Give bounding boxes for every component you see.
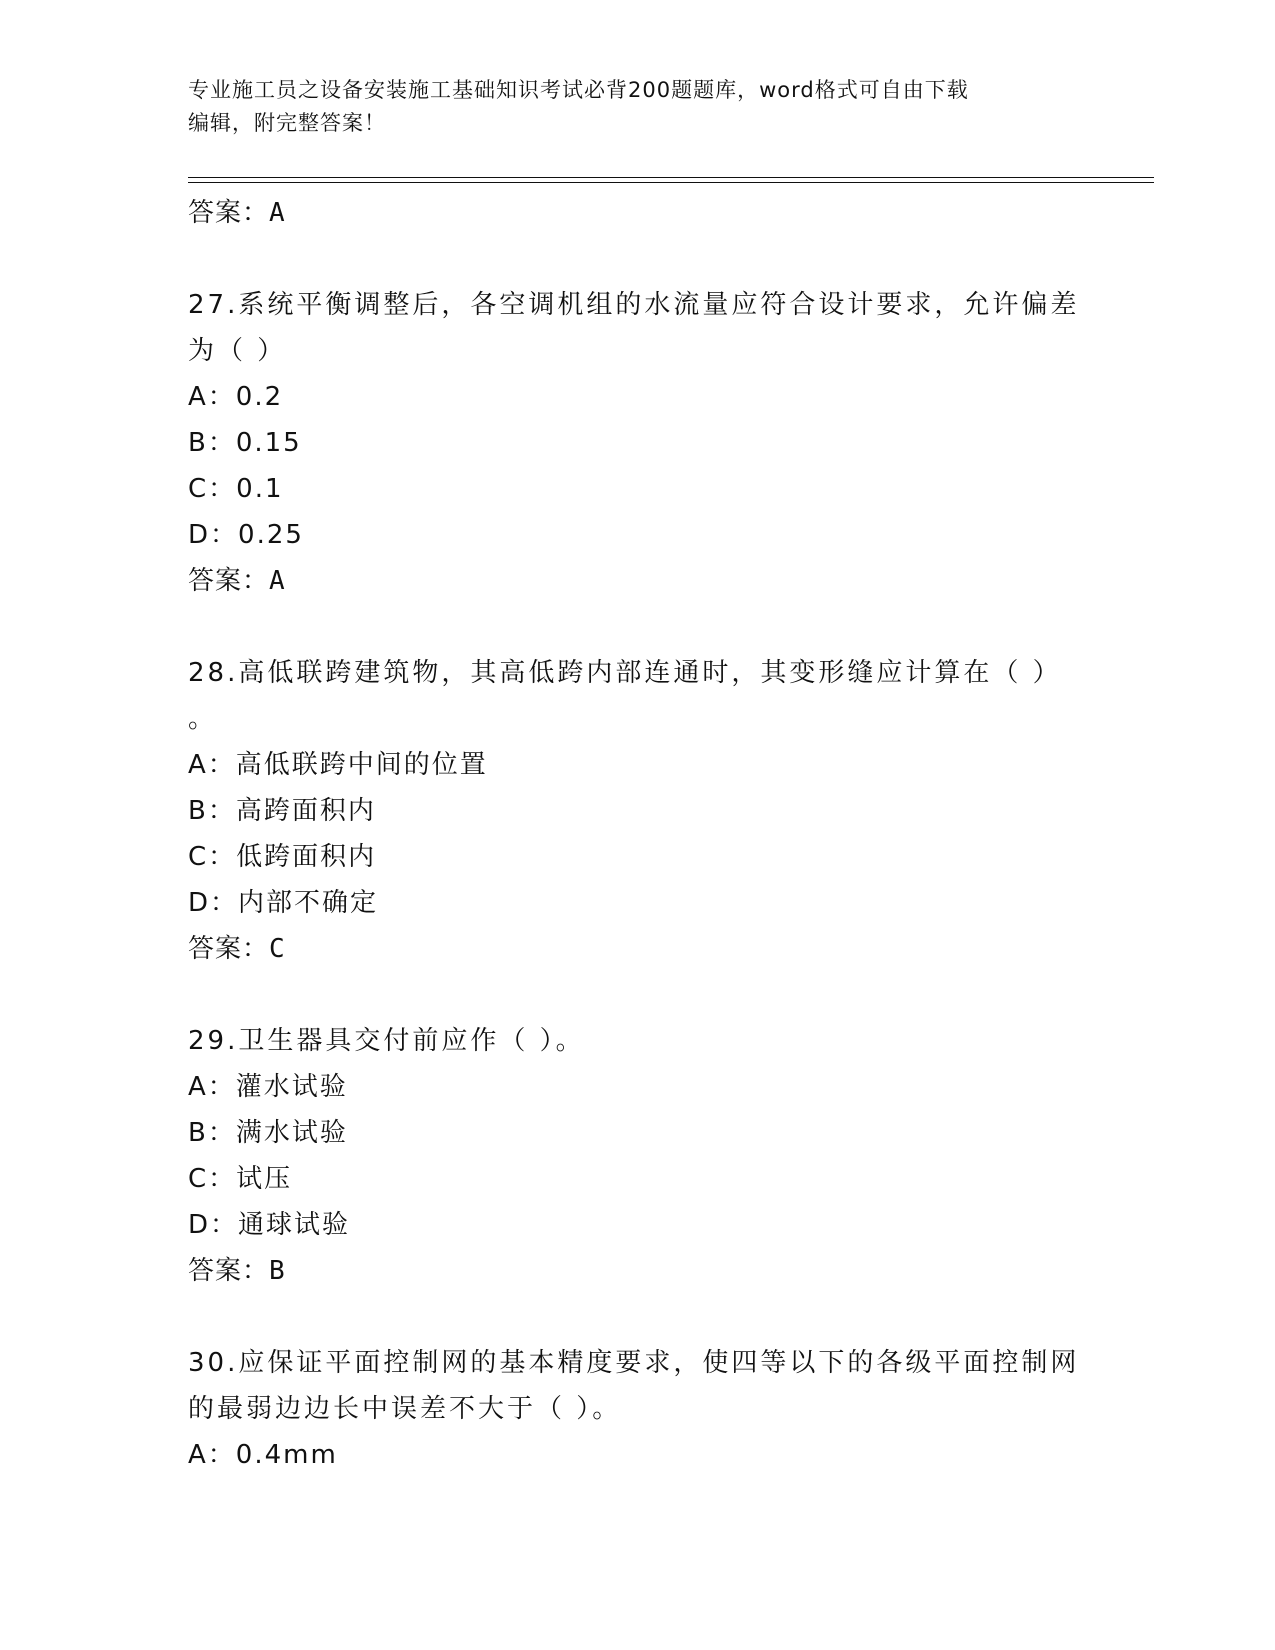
question-text-line-2: 的最弱边边长中误差不大于（ ）。 bbox=[188, 1394, 622, 1424]
answer: 答案：C bbox=[188, 934, 286, 964]
question-text-line-1: 29.卫生器具交付前应作（ ）。 bbox=[188, 1026, 585, 1056]
option-d: D：0.25 bbox=[188, 520, 304, 550]
spacer bbox=[188, 236, 1088, 282]
previous-answer: 答案：A bbox=[188, 198, 286, 228]
option-a: A：灌水试验 bbox=[188, 1072, 348, 1102]
header-title-line-1: 专业施工员之设备安装施工基础知识考试必背200题题库，word格式可自由下载 bbox=[188, 78, 969, 102]
option-c: C：试压 bbox=[188, 1164, 293, 1194]
question-list bbox=[188, 190, 1088, 1478]
option-a: A：0.4mm bbox=[188, 1440, 338, 1470]
question-text-line-1: 30.应保证平面控制网的基本精度要求，使四等以下的各级平面控制网 bbox=[188, 1348, 1080, 1378]
answer: 答案：A bbox=[188, 566, 286, 596]
question-29 bbox=[188, 1018, 1088, 1294]
question-text-line-2: 。 bbox=[188, 704, 218, 734]
answer: 答案：B bbox=[188, 1256, 286, 1286]
question-27 bbox=[188, 282, 1088, 604]
question-28 bbox=[188, 650, 1088, 972]
question-text-line-2: 为（ ） bbox=[188, 336, 287, 366]
option-a: A：高低联跨中间的位置 bbox=[188, 750, 488, 780]
option-b: B：0.15 bbox=[188, 428, 302, 458]
spacer bbox=[188, 604, 1088, 650]
question-text-line-1: 27.系统平衡调整后，各空调机组的水流量应符合设计要求，允许偏差 bbox=[188, 290, 1080, 320]
option-d: D：内部不确定 bbox=[188, 888, 379, 918]
option-d: D：通球试验 bbox=[188, 1210, 351, 1240]
option-c: C：0.1 bbox=[188, 474, 284, 504]
header-rule-top bbox=[188, 177, 1154, 178]
option-b: B：满水试验 bbox=[188, 1118, 348, 1148]
header-title-line-2: 编辑，附完整答案！ bbox=[188, 111, 386, 135]
spacer bbox=[188, 1294, 1088, 1340]
option-b: B：高跨面积内 bbox=[188, 796, 376, 826]
question-text-line-1: 28.高低联跨建筑物，其高低跨内部连通时，其变形缝应计算在（ ） bbox=[188, 658, 1062, 688]
spacer bbox=[188, 972, 1088, 1018]
option-c: C：低跨面积内 bbox=[188, 842, 377, 872]
document-header bbox=[188, 74, 1068, 140]
header-rule-bottom bbox=[188, 182, 1154, 183]
option-a: A：0.2 bbox=[188, 382, 284, 412]
question-30 bbox=[188, 1340, 1088, 1478]
